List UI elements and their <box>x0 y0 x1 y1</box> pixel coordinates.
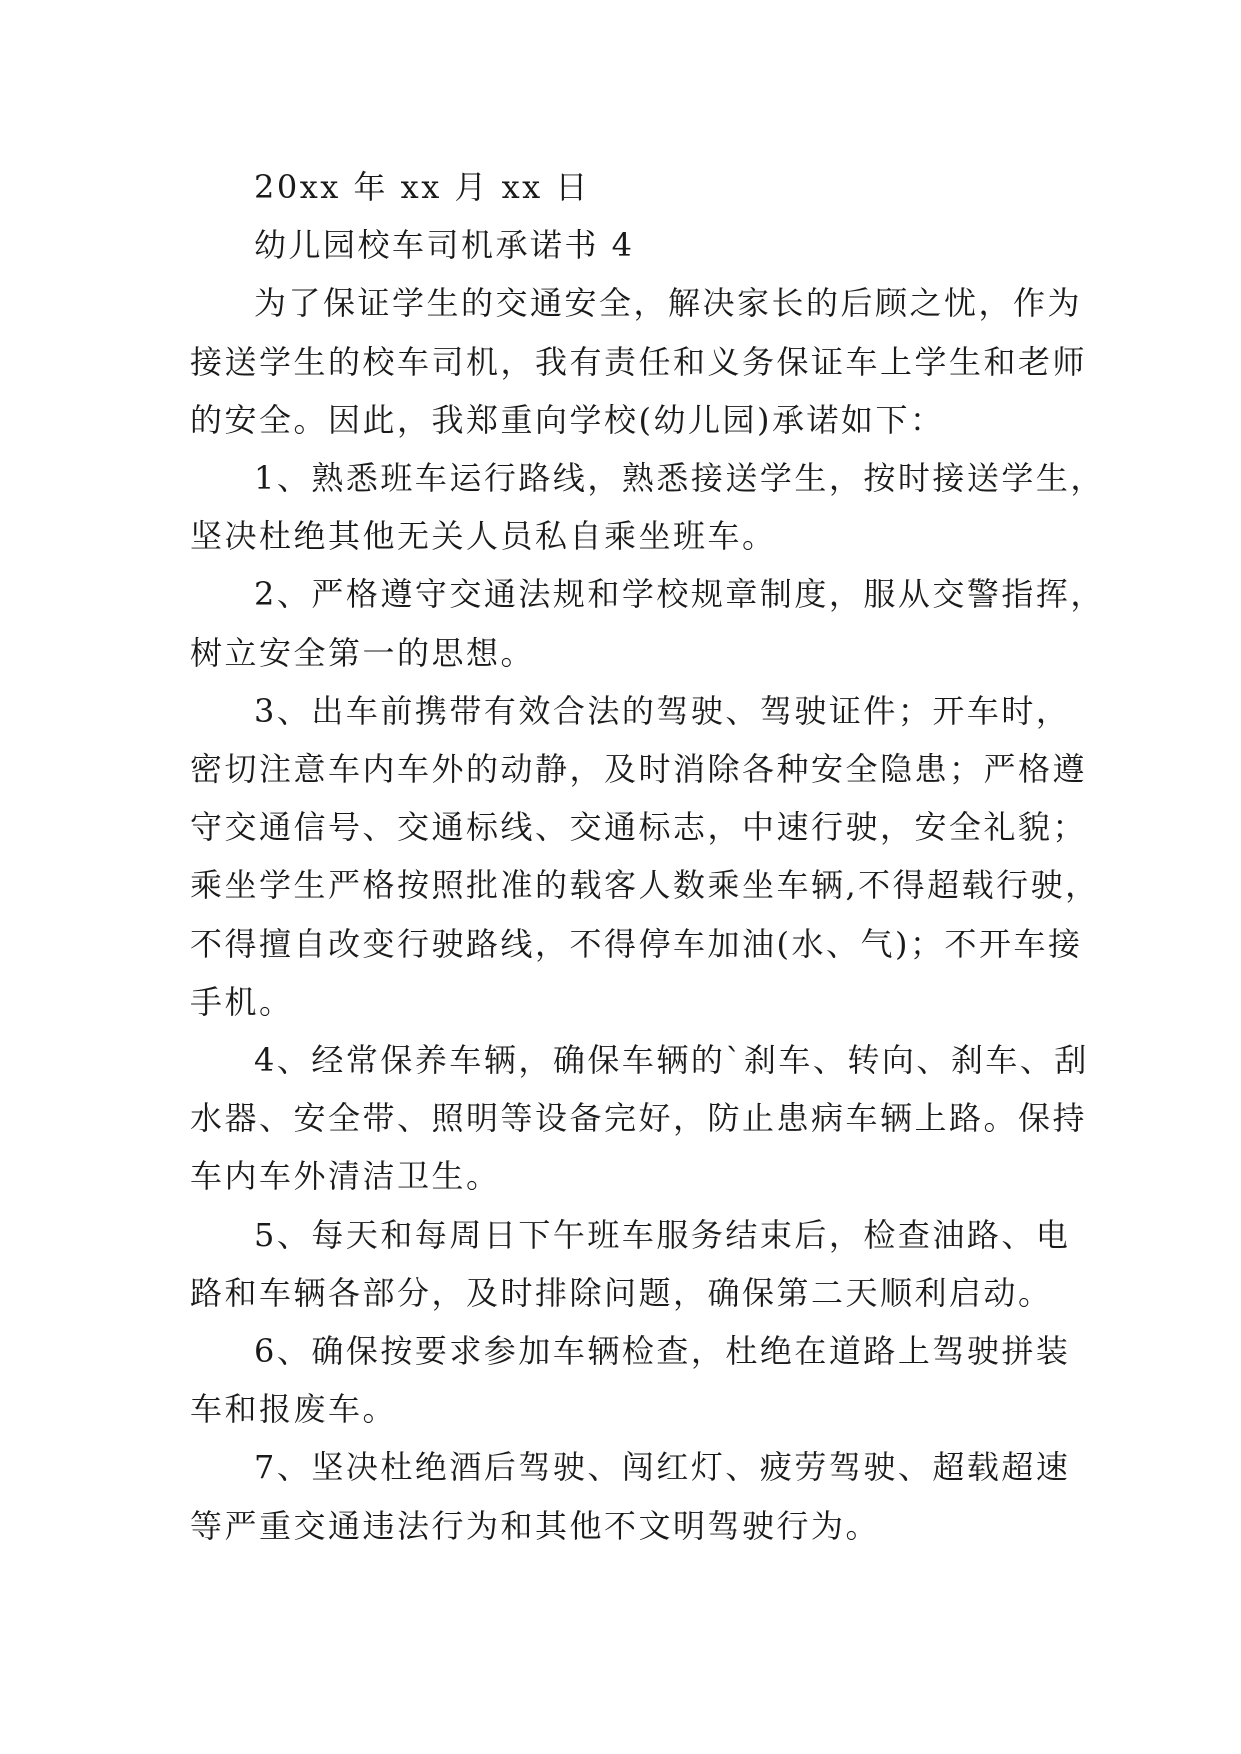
paragraph-line: 坚决杜绝其他无关人员私自乘坐班车。 <box>190 517 777 556</box>
paragraph-line: 树立安全第一的思想。 <box>190 633 536 672</box>
paragraph-item-5 <box>190 1206 1071 1322</box>
paragraph-item-7 <box>190 1438 1071 1554</box>
document-body <box>190 158 1105 1555</box>
date-line: 20xx 年 xx 月 xx 日 <box>254 168 590 206</box>
paragraph-line: 水器、安全带、照明等设备完好，防止患病车辆上路。保持 <box>190 1099 1088 1138</box>
paragraph-line: 7、坚决杜绝酒后驾驶、闯红灯、疲劳驾驶、超载超速 <box>254 1448 1071 1487</box>
paragraph-item-2 <box>190 565 1105 681</box>
paragraph-line: 乘坐学生严格按照批准的载客人数乘坐车辆,不得超载行驶， <box>190 866 1100 905</box>
paragraph-line: 接送学生的校车司机，我有责任和义务保证车上学生和老师 <box>190 342 1088 381</box>
paragraph-line: 路和车辆各部分，及时排除问题，确保第二天顺利启动。 <box>190 1273 1053 1312</box>
paragraph-line: 5、每天和每周日下午班车服务结束后，检查油路、电 <box>254 1215 1071 1254</box>
paragraph-line: 的安全。因此，我郑重向学校(幼儿园)承诺如下： <box>190 400 945 439</box>
paragraph-line: 4、经常保养车辆，确保车辆的`刹车、转向、刹车、刮 <box>254 1041 1089 1080</box>
paragraph-line: 密切注意车内车外的动静，及时消除各种安全隐患；严格遵 <box>190 750 1088 789</box>
section-title: 幼儿园校车司机承诺书 4 <box>254 226 635 265</box>
paragraph-item-6 <box>190 1322 1071 1438</box>
paragraph-line: 3、出车前携带有效合法的驾驶、驾驶证件；开车时， <box>254 691 1071 730</box>
paragraph-line: 6、确保按要求参加车辆检查，杜绝在道路上驾驶拼装 <box>254 1332 1071 1371</box>
paragraph-line: 1、熟悉班车运行路线，熟悉接送学生，按时接送学生， <box>254 459 1105 498</box>
paragraph-line: 为了保证学生的交通安全，解决家长的后顾之忧，作为 <box>254 284 1083 323</box>
paragraph-item-4 <box>190 1031 1089 1206</box>
paragraph-line: 2、严格遵守交通法规和学校规章制度，服从交警指挥， <box>254 575 1105 614</box>
paragraph-line: 手机。 <box>190 982 294 1021</box>
paragraph-line: 车和报废车。 <box>190 1390 398 1429</box>
paragraph-item-3 <box>190 682 1100 1031</box>
paragraph-intro <box>190 274 1088 449</box>
paragraph-line: 不得擅自改变行驶路线，不得停车加油(水、气)；不开车接 <box>190 924 1083 963</box>
paragraph-line: 守交通信号、交通标线、交通标志，中速行驶，安全礼貌； <box>190 808 1088 847</box>
paragraph-item-1 <box>190 449 1105 565</box>
paragraph-line: 等严重交通违法行为和其他不文明驾驶行为。 <box>190 1506 881 1545</box>
paragraph-line: 车内车外清洁卫生。 <box>190 1157 501 1196</box>
